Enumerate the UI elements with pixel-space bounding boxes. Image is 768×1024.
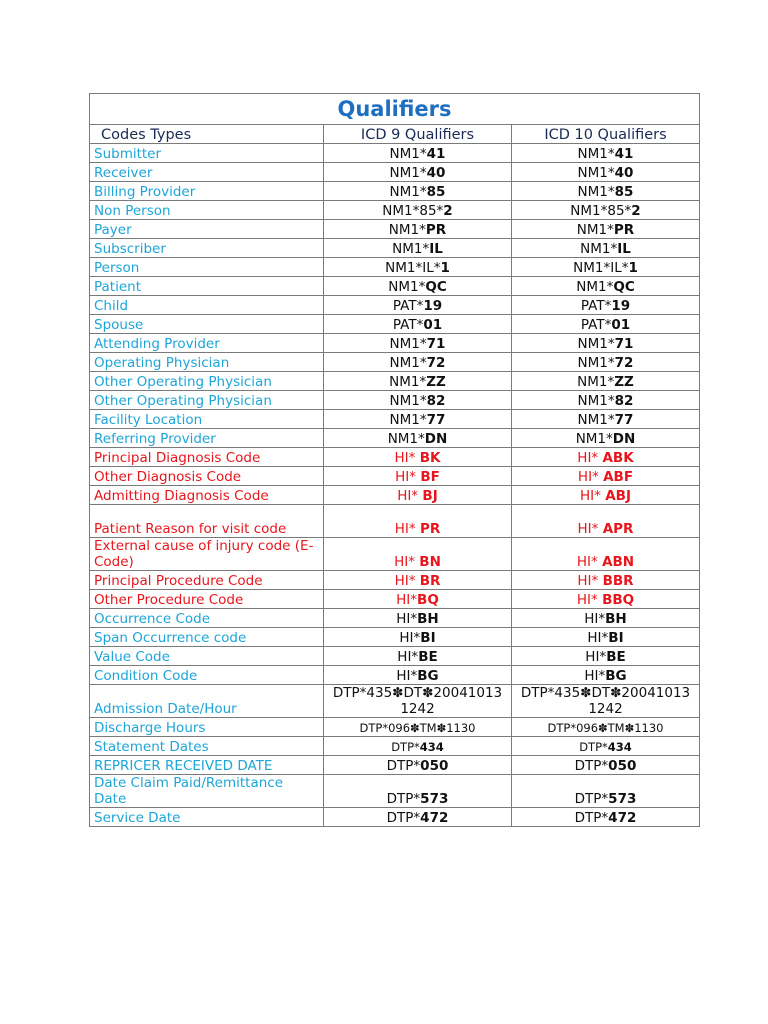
icd9-qualifier: [324, 628, 512, 647]
icd10-qualifier-prefix: NM1*: [577, 412, 615, 428]
code-type-label: External cause of injury code (E-Code): [90, 538, 324, 571]
icd10-qualifier: [512, 277, 700, 296]
icd10-qualifier-prefix: NM1*: [577, 374, 615, 390]
table-row: [90, 467, 700, 486]
icd9-qualifier-code: QC: [425, 279, 447, 295]
icd9-qualifier-code: DN: [424, 431, 448, 447]
icd10-qualifier-code: 19: [611, 298, 631, 314]
code-type-label: Date Claim Paid/Remittance Date: [90, 775, 324, 808]
icd10-qualifier-code: 82: [614, 393, 634, 409]
code-type-label: Condition Code: [90, 666, 324, 685]
icd9-qualifier: [324, 296, 512, 315]
icd9-qualifier: [324, 429, 512, 448]
icd10-qualifier-code: ABF: [603, 469, 634, 485]
icd9-qualifier-prefix: HI*: [397, 649, 419, 665]
icd9-qualifier: [324, 353, 512, 372]
icd9-qualifier: [324, 372, 512, 391]
code-type-label: Other Operating Physician: [90, 372, 324, 391]
icd10-qualifier-code: 472: [608, 810, 637, 826]
icd10-qualifier-prefix: HI*: [587, 630, 609, 646]
table-row: [90, 410, 700, 429]
icd9-qualifier-prefix: DTP*: [386, 810, 421, 826]
code-type-label: Person: [90, 258, 324, 277]
icd10-qualifier-code: DN: [612, 431, 636, 447]
icd10-qualifier: [512, 647, 700, 666]
table-row: [90, 315, 700, 334]
icd10-qualifier: [512, 775, 700, 808]
icd10-qualifier-prefix: DTP*: [574, 791, 609, 807]
code-type-label: Facility Location: [90, 410, 324, 429]
icd10-qualifier: [512, 372, 700, 391]
qualifiers-table: [89, 93, 700, 827]
icd9-qualifier-prefix: DTP*096✽TM✽1130: [359, 721, 476, 735]
icd9-qualifier: [324, 718, 512, 737]
icd9-qualifier-prefix: NM1*: [388, 279, 426, 295]
icd9-qualifier: [324, 163, 512, 182]
icd9-qualifier-code: 1: [440, 260, 450, 276]
icd10-qualifier: [512, 410, 700, 429]
icd9-qualifier-code: BG: [417, 668, 439, 684]
icd9-qualifier-code: BJ: [422, 488, 438, 504]
code-type-label: Receiver: [90, 163, 324, 182]
icd10-qualifier-code: BI: [608, 630, 624, 646]
icd10-qualifier-prefix: HI*: [576, 592, 603, 608]
icd9-qualifier: [324, 737, 512, 756]
code-type-label: Patient: [90, 277, 324, 296]
icd9-qualifier-prefix: HI*: [394, 450, 420, 466]
code-type-label: Occurrence Code: [90, 609, 324, 628]
table-row: [90, 391, 700, 410]
table-row: [90, 628, 700, 647]
icd10-qualifier-prefix: PAT*: [580, 317, 612, 333]
icd9-qualifier-code: 72: [426, 355, 446, 371]
icd10-qualifier: [512, 239, 700, 258]
icd9-qualifier-prefix: DTP*: [386, 758, 421, 774]
header-icd10: ICD 10 Qualifiers: [512, 125, 700, 144]
icd9-qualifier-code: 85: [426, 184, 446, 200]
code-type-label: Operating Physician: [90, 353, 324, 372]
icd9-qualifier-prefix: NM1*: [389, 355, 427, 371]
icd9-qualifier: [324, 756, 512, 775]
icd9-qualifier: [324, 538, 512, 571]
code-type-label: Attending Provider: [90, 334, 324, 353]
icd10-qualifier-code: 40: [614, 165, 634, 181]
icd10-qualifier-prefix: HI*: [577, 573, 603, 589]
icd10-qualifier-code: 434: [607, 740, 632, 754]
icd10-qualifier-code: 77: [614, 412, 634, 428]
table-row: [90, 486, 700, 505]
table-row: [90, 163, 700, 182]
icd10-qualifier: [512, 756, 700, 775]
table-row: [90, 429, 700, 448]
icd9-qualifier: [324, 334, 512, 353]
icd9-qualifier-code: BQ: [417, 592, 439, 608]
icd9-qualifier-prefix: NM1*: [389, 393, 427, 409]
table-row: [90, 775, 700, 808]
qualifiers-table-body: [90, 94, 700, 827]
icd10-qualifier: [512, 448, 700, 467]
icd10-qualifier-prefix: NM1*: [576, 279, 614, 295]
icd9-qualifier-code: BI: [420, 630, 436, 646]
title-row: [90, 94, 700, 125]
icd10-qualifier-code: BBQ: [602, 592, 635, 608]
table-row: [90, 448, 700, 467]
icd10-qualifier-code: BH: [605, 611, 627, 627]
icd10-qualifier-prefix: HI*: [585, 649, 607, 665]
icd10-qualifier-code: BBR: [602, 573, 634, 589]
icd10-qualifier-prefix: HI*: [577, 450, 603, 466]
icd10-qualifier-code: 01: [611, 317, 631, 333]
icd10-qualifier: [512, 144, 700, 163]
icd10-qualifier: [512, 666, 700, 685]
icd10-qualifier-code: 72: [614, 355, 634, 371]
icd9-qualifier-prefix: NM1*: [387, 431, 425, 447]
icd10-qualifier: [512, 538, 700, 571]
table-row: [90, 609, 700, 628]
table-row: [90, 571, 700, 590]
icd10-qualifier-prefix: DTP*: [574, 758, 609, 774]
icd10-qualifier-code: 050: [608, 758, 637, 774]
code-type-label: Value Code: [90, 647, 324, 666]
icd9-qualifier-prefix: NM1*: [388, 222, 426, 238]
icd10-qualifier: [512, 353, 700, 372]
icd10-qualifier-prefix: NM1*: [577, 393, 615, 409]
icd9-qualifier-prefix: NM1*: [389, 184, 427, 200]
code-type-label: Spouse: [90, 315, 324, 334]
icd10-qualifier-code: ABJ: [605, 488, 631, 504]
icd9-qualifier-prefix: HI*: [394, 573, 420, 589]
table-row: [90, 334, 700, 353]
icd10-qualifier-prefix: DTP*: [574, 810, 609, 826]
table-row: [90, 647, 700, 666]
icd10-qualifier-prefix: HI*: [584, 668, 606, 684]
table-row: [90, 737, 700, 756]
icd10-qualifier-prefix: NM1*: [576, 222, 614, 238]
icd9-qualifier: [324, 685, 512, 718]
icd10-qualifier-code: 573: [608, 791, 637, 807]
code-type-label: Child: [90, 296, 324, 315]
icd9-qualifier-prefix: DTP*: [386, 791, 421, 807]
icd9-qualifier-code: BN: [419, 554, 441, 570]
icd9-qualifier-code: 01: [423, 317, 443, 333]
icd9-qualifier-prefix: HI*: [396, 611, 418, 627]
icd10-qualifier-prefix: DTP*435✽DT✽20041013 1242: [520, 685, 691, 717]
icd10-qualifier-code: IL: [617, 241, 631, 257]
icd9-qualifier: [324, 391, 512, 410]
table-row: [90, 590, 700, 609]
code-type-label: Other Procedure Code: [90, 590, 324, 609]
icd10-qualifier: [512, 628, 700, 647]
icd10-qualifier: [512, 718, 700, 737]
icd9-qualifier: [324, 571, 512, 590]
icd9-qualifier-prefix: HI*: [394, 554, 420, 570]
icd10-qualifier-code: 41: [614, 146, 634, 162]
icd10-qualifier-prefix: PAT*: [580, 298, 612, 314]
icd9-qualifier-prefix: NM1*: [389, 374, 427, 390]
icd9-qualifier-prefix: NM1*: [389, 412, 427, 428]
icd10-qualifier-code: QC: [613, 279, 635, 295]
code-type-label: Subscriber: [90, 239, 324, 258]
table-row: [90, 756, 700, 775]
icd9-qualifier: [324, 486, 512, 505]
icd9-qualifier: [324, 277, 512, 296]
code-type-label: Principal Procedure Code: [90, 571, 324, 590]
icd10-qualifier-code: APR: [602, 521, 634, 537]
table-row: [90, 538, 700, 571]
code-type-label: Payer: [90, 220, 324, 239]
table-row: [90, 372, 700, 391]
icd10-qualifier: [512, 609, 700, 628]
code-type-label: Principal Diagnosis Code: [90, 448, 324, 467]
table-row: [90, 666, 700, 685]
icd9-qualifier: [324, 239, 512, 258]
code-type-label: Discharge Hours: [90, 718, 324, 737]
icd9-qualifier-prefix: NM1*85*: [382, 203, 444, 219]
icd9-qualifier-code: ZZ: [426, 374, 446, 390]
table-row: [90, 182, 700, 201]
table-row: [90, 220, 700, 239]
icd10-qualifier-code: 2: [631, 203, 641, 219]
icd10-qualifier-prefix: DTP*096✽TM✽1130: [547, 721, 664, 735]
table-row: [90, 685, 700, 718]
icd9-qualifier: [324, 647, 512, 666]
icd9-qualifier-prefix: HI*: [399, 630, 421, 646]
code-type-label: Other Operating Physician: [90, 391, 324, 410]
icd9-qualifier-code: 434: [419, 740, 444, 754]
icd10-qualifier-prefix: HI*: [584, 611, 606, 627]
table-row: [90, 144, 700, 163]
icd10-qualifier-prefix: HI*: [580, 488, 606, 504]
icd9-qualifier-code: 19: [423, 298, 443, 314]
icd10-qualifier-prefix: HI*: [577, 469, 604, 485]
icd9-qualifier: [324, 666, 512, 685]
code-type-label: Admitting Diagnosis Code: [90, 486, 324, 505]
icd9-qualifier-code: 472: [420, 810, 449, 826]
icd10-qualifier: [512, 163, 700, 182]
icd10-qualifier-code: 85: [614, 184, 634, 200]
icd9-qualifier-code: 050: [420, 758, 449, 774]
icd9-qualifier-code: BK: [419, 450, 441, 466]
icd9-qualifier-code: BH: [417, 611, 439, 627]
icd10-qualifier-code: ZZ: [614, 374, 634, 390]
icd9-qualifier-prefix: HI*: [394, 521, 420, 537]
code-type-label: Statement Dates: [90, 737, 324, 756]
icd9-qualifier: [324, 775, 512, 808]
icd10-qualifier: [512, 808, 700, 827]
icd9-qualifier: [324, 201, 512, 220]
icd10-qualifier-prefix: NM1*: [577, 336, 615, 352]
icd9-qualifier-code: 77: [426, 412, 446, 428]
icd10-qualifier-code: PR: [613, 222, 635, 238]
code-type-label: Admission Date/Hour: [90, 685, 324, 718]
icd9-qualifier-code: IL: [429, 241, 443, 257]
icd10-qualifier: [512, 505, 700, 538]
icd10-qualifier-code: 71: [614, 336, 634, 352]
icd10-qualifier-prefix: NM1*: [577, 146, 615, 162]
icd9-qualifier-prefix: HI*: [395, 469, 421, 485]
icd10-qualifier-prefix: DTP*: [579, 740, 608, 754]
icd9-qualifier: [324, 220, 512, 239]
icd9-qualifier-code: 2: [443, 203, 453, 219]
icd10-qualifier: [512, 571, 700, 590]
icd9-qualifier: [324, 315, 512, 334]
icd9-qualifier: [324, 609, 512, 628]
icd9-qualifier-code: BE: [418, 649, 438, 665]
icd10-qualifier-code: ABK: [602, 450, 634, 466]
icd10-qualifier: [512, 590, 700, 609]
icd10-qualifier-code: BE: [606, 649, 626, 665]
icd9-qualifier-code: 82: [426, 393, 446, 409]
code-type-label: Submitter: [90, 144, 324, 163]
icd9-qualifier-prefix: NM1*: [389, 165, 427, 181]
icd9-qualifier-code: BF: [420, 469, 440, 485]
icd9-qualifier: [324, 144, 512, 163]
icd10-qualifier-prefix: NM1*: [577, 184, 615, 200]
icd9-qualifier-code: BR: [419, 573, 441, 589]
icd10-qualifier-prefix: NM1*: [577, 165, 615, 181]
icd10-qualifier-prefix: NM1*IL*: [573, 260, 629, 276]
table-row: [90, 808, 700, 827]
icd9-qualifier-prefix: DTP*435✽DT✽20041013 1242: [332, 685, 503, 717]
icd9-qualifier-prefix: HI*: [396, 668, 418, 684]
icd9-qualifier-prefix: NM1*IL*: [385, 260, 441, 276]
icd10-qualifier: [512, 467, 700, 486]
table-row: [90, 718, 700, 737]
table-row: [90, 258, 700, 277]
icd10-qualifier: [512, 258, 700, 277]
icd9-qualifier-prefix: PAT*: [392, 317, 424, 333]
icd9-qualifier-prefix: DTP*: [391, 740, 420, 754]
code-type-label: Service Date: [90, 808, 324, 827]
icd10-qualifier-code: 1: [628, 260, 638, 276]
icd9-qualifier-code: 40: [426, 165, 446, 181]
icd9-qualifier: [324, 590, 512, 609]
table-row: [90, 296, 700, 315]
icd10-qualifier: [512, 429, 700, 448]
icd9-qualifier-prefix: NM1*: [389, 146, 427, 162]
icd10-qualifier: [512, 201, 700, 220]
header-icd9: ICD 9 Qualifiers: [324, 125, 512, 144]
icd10-qualifier: [512, 391, 700, 410]
header-row: [90, 125, 700, 144]
icd10-qualifier: [512, 737, 700, 756]
icd9-qualifier: [324, 182, 512, 201]
table-row: [90, 505, 700, 538]
icd10-qualifier-prefix: HI*: [576, 554, 603, 570]
icd9-qualifier-code: 573: [420, 791, 449, 807]
header-codes-types: Codes Types: [90, 125, 324, 144]
icd9-qualifier: [324, 808, 512, 827]
icd10-qualifier: [512, 334, 700, 353]
icd10-qualifier-prefix: NM1*85*: [570, 203, 632, 219]
icd9-qualifier-prefix: PAT*: [392, 298, 424, 314]
code-type-label: Span Occurrence code: [90, 628, 324, 647]
icd10-qualifier-prefix: HI*: [577, 521, 603, 537]
icd9-qualifier: [324, 410, 512, 429]
icd9-qualifier-prefix: HI*: [396, 592, 418, 608]
icd10-qualifier-prefix: NM1*: [577, 355, 615, 371]
icd9-qualifier: [324, 467, 512, 486]
icd9-qualifier: [324, 448, 512, 467]
icd9-qualifier-code: 41: [426, 146, 446, 162]
icd10-qualifier: [512, 220, 700, 239]
icd9-qualifier: [324, 505, 512, 538]
icd9-qualifier-prefix: NM1*: [392, 241, 430, 257]
table-row: [90, 277, 700, 296]
icd9-qualifier-code: 71: [426, 336, 446, 352]
code-type-label: REPRICER RECEIVED DATE: [90, 756, 324, 775]
code-type-label: Patient Reason for visit code: [90, 505, 324, 538]
icd10-qualifier: [512, 486, 700, 505]
icd10-qualifier-prefix: NM1*: [580, 241, 618, 257]
icd10-qualifier: [512, 296, 700, 315]
icd9-qualifier: [324, 258, 512, 277]
icd10-qualifier-code: BG: [605, 668, 627, 684]
code-type-label: Referring Provider: [90, 429, 324, 448]
table-row: [90, 239, 700, 258]
icd10-qualifier-prefix: NM1*: [575, 431, 613, 447]
icd10-qualifier: [512, 685, 700, 718]
table-title: Qualifiers: [90, 94, 700, 125]
icd9-qualifier-prefix: HI*: [397, 488, 423, 504]
code-type-label: Billing Provider: [90, 182, 324, 201]
icd10-qualifier: [512, 182, 700, 201]
icd10-qualifier-code: ABN: [602, 554, 635, 570]
code-type-label: Other Diagnosis Code: [90, 467, 324, 486]
table-row: [90, 201, 700, 220]
icd9-qualifier-code: PR: [419, 521, 441, 537]
icd10-qualifier: [512, 315, 700, 334]
icd9-qualifier-code: PR: [425, 222, 447, 238]
table-row: [90, 353, 700, 372]
code-type-label: Non Person: [90, 201, 324, 220]
icd9-qualifier-prefix: NM1*: [389, 336, 427, 352]
